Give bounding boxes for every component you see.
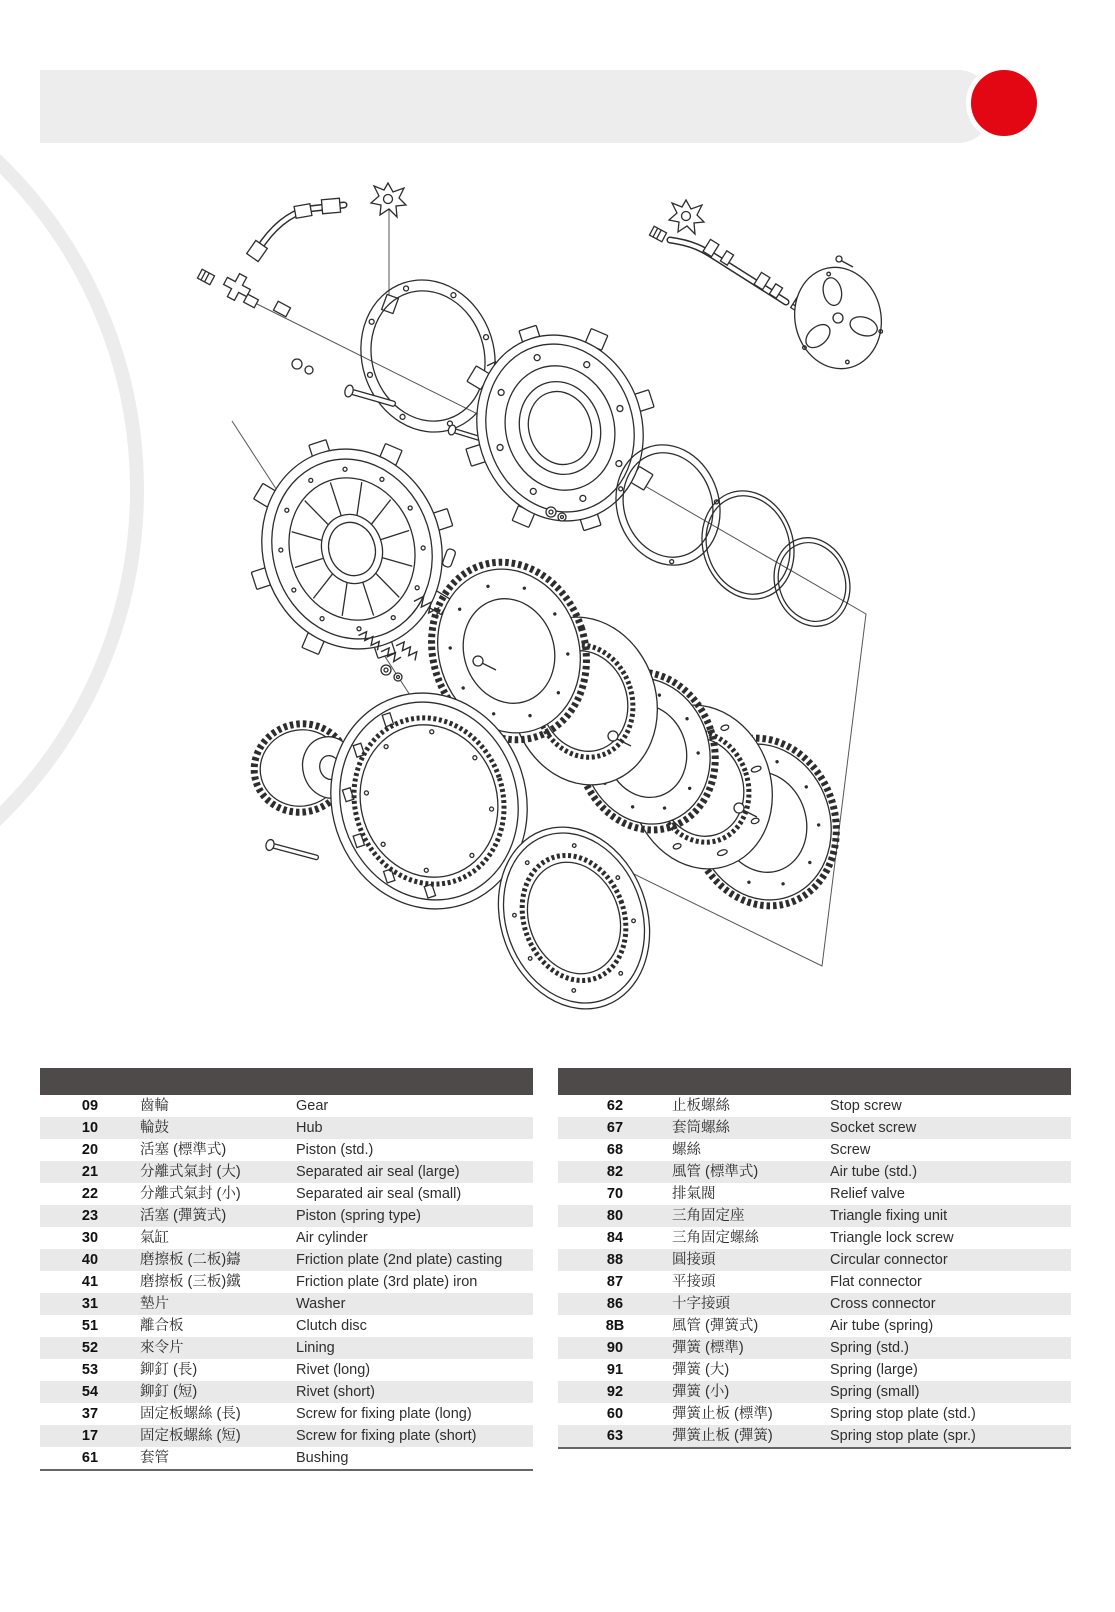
- col-name: 螺絲: [672, 1142, 701, 1158]
- col-no: 21: [81, 1164, 99, 1180]
- col-desc: Lining: [296, 1340, 335, 1356]
- header-no: [40, 1068, 140, 1095]
- col-desc: Friction plate (2nd plate) casting: [296, 1252, 503, 1268]
- col-no: 51: [81, 1318, 99, 1334]
- fitting: [273, 301, 290, 316]
- col-desc: Piston (std.): [296, 1142, 374, 1158]
- diagram-line-art: [0, 155, 891, 1030]
- table-row: [40, 1315, 533, 1337]
- col-desc: Screw for fixing plate (long): [296, 1406, 472, 1422]
- air-seal-small: [763, 528, 861, 636]
- col-no: 8B: [605, 1318, 625, 1334]
- col-no: 82: [606, 1164, 624, 1180]
- table-row: [40, 1227, 533, 1249]
- col-desc: Spring stop plate (std.): [830, 1406, 976, 1422]
- bushing-61: [442, 548, 457, 568]
- col-no: 40: [81, 1252, 99, 1268]
- col-no: 09: [81, 1098, 99, 1114]
- table-row: [558, 1381, 1071, 1403]
- col-desc: Piston (spring type): [296, 1208, 421, 1224]
- col-no: 87: [606, 1274, 624, 1290]
- screw-68: [292, 359, 302, 369]
- col-desc: Separated air seal (large): [296, 1164, 460, 1180]
- table-row: [40, 1117, 533, 1139]
- parts-table-left: [40, 1068, 533, 1471]
- col-name: 氣缸: [140, 1230, 169, 1246]
- col-name: 活塞 (彈簧式): [140, 1208, 227, 1224]
- col-no: 54: [81, 1384, 99, 1400]
- col-name: 彈簧 (大): [672, 1362, 730, 1378]
- relief-valve: [669, 200, 704, 234]
- col-desc: Spring (std.): [830, 1340, 909, 1356]
- table-row: [558, 1403, 1071, 1425]
- col-name: 鉚釘 (長): [140, 1362, 198, 1378]
- col-no: 90: [606, 1340, 624, 1356]
- col-name: 固定板螺絲 (長): [140, 1406, 241, 1422]
- fitting-86: [197, 269, 214, 284]
- col-name: 輪鼓: [140, 1120, 169, 1136]
- col-name: 十字接頭: [672, 1296, 730, 1312]
- table-row: [558, 1095, 1071, 1117]
- col-desc: Rivet (long): [296, 1362, 371, 1378]
- col-desc: Cross connector: [830, 1296, 936, 1312]
- washer-31: [394, 673, 402, 681]
- col-no: 68: [606, 1142, 624, 1158]
- col-desc: Spring (small): [830, 1384, 920, 1400]
- col-desc: Gear: [296, 1098, 329, 1114]
- header-band: [40, 70, 992, 143]
- col-name: 三角固定螺絲: [672, 1230, 759, 1246]
- col-no: 70: [606, 1186, 624, 1202]
- col-desc: Screw: [830, 1142, 871, 1158]
- col-name: 彈簧 (標準): [672, 1340, 744, 1356]
- col-no: 30: [81, 1230, 99, 1246]
- col-desc: Circular connector: [830, 1252, 948, 1268]
- table-row: [558, 1227, 1071, 1249]
- rivet-long: [608, 731, 618, 741]
- table-row: [40, 1293, 533, 1315]
- col-name: 分離式氣封 (小): [140, 1186, 241, 1202]
- col-name: 風管 (標準式): [672, 1164, 759, 1180]
- screw-68: [305, 366, 313, 374]
- col-name: 排氣閥: [672, 1186, 716, 1202]
- col-desc: Triangle lock screw: [830, 1230, 954, 1246]
- col-desc: Air tube (spring): [830, 1318, 934, 1334]
- col-desc: Socket screw: [830, 1120, 917, 1136]
- table-row: [558, 1359, 1071, 1381]
- table-row: [558, 1249, 1071, 1271]
- table-row: [40, 1183, 533, 1205]
- exploded-diagram: [0, 155, 1115, 1055]
- col-name: 磨擦板 (二板)鑄: [140, 1252, 241, 1268]
- table-row: [558, 1271, 1071, 1293]
- col-desc: Bushing: [296, 1450, 349, 1466]
- header-no: [558, 1068, 672, 1095]
- col-no: 60: [606, 1406, 624, 1422]
- col-desc: Stop screw: [830, 1098, 902, 1114]
- washer-31: [381, 665, 391, 675]
- table-rows: [558, 1095, 1071, 1449]
- col-no: 67: [606, 1120, 624, 1136]
- page-number-badge: [966, 65, 1042, 141]
- col-name: 磨擦板 (三板)鐵: [140, 1274, 241, 1290]
- col-no: 10: [81, 1120, 99, 1136]
- col-name: 齒輪: [140, 1098, 169, 1114]
- col-no: 23: [81, 1208, 99, 1224]
- col-desc: Clutch disc: [296, 1318, 367, 1334]
- col-no: 52: [81, 1340, 99, 1356]
- col-no: 31: [81, 1296, 99, 1312]
- col-no: 41: [81, 1274, 99, 1290]
- col-name: 風管 (彈簧式): [672, 1318, 759, 1334]
- col-desc: Spring (large): [830, 1362, 918, 1378]
- air-tube-std-inner: [670, 240, 786, 302]
- table-row: [558, 1183, 1071, 1205]
- col-name: 活塞 (標準式): [140, 1142, 227, 1158]
- watermark-arc: [0, 155, 137, 947]
- header-description: [296, 1068, 533, 1095]
- col-desc: Air cylinder: [296, 1230, 368, 1246]
- col-no: 17: [81, 1428, 99, 1444]
- table-row: [558, 1117, 1071, 1139]
- col-desc: Flat connector: [830, 1274, 922, 1290]
- table-row: [40, 1447, 533, 1469]
- col-name: 鉚釘 (短): [140, 1384, 198, 1400]
- table-row: [558, 1315, 1071, 1337]
- col-desc: Air tube (std.): [830, 1164, 918, 1180]
- washer-31: [546, 507, 556, 517]
- col-desc: Screw for fixing plate (short): [296, 1428, 477, 1444]
- col-no: 86: [606, 1296, 624, 1312]
- header-description: [830, 1068, 1071, 1095]
- col-name: 止板螺絲: [672, 1098, 730, 1114]
- col-desc: Relief valve: [830, 1186, 905, 1202]
- col-no: 20: [81, 1142, 99, 1158]
- col-desc: Separated air seal (small): [296, 1186, 462, 1202]
- fixing-screw-17: [265, 839, 320, 864]
- col-no: 53: [81, 1362, 99, 1378]
- col-desc: Rivet (short): [296, 1384, 375, 1400]
- rivet-short: [473, 656, 483, 666]
- col-no: 37: [81, 1406, 99, 1422]
- table-row: [40, 1359, 533, 1381]
- table-row: [558, 1337, 1071, 1359]
- col-name: 套筒螺絲: [672, 1120, 730, 1136]
- table-rows: [40, 1095, 533, 1471]
- col-name: 彈簧止板 (標準): [672, 1406, 773, 1422]
- table-row: [40, 1249, 533, 1271]
- table-header: [40, 1068, 533, 1095]
- col-name: 分離式氣封 (大): [140, 1164, 241, 1180]
- table-row: [558, 1161, 1071, 1183]
- col-name: 來令片: [140, 1340, 184, 1356]
- fitting: [321, 198, 340, 214]
- header-name: [672, 1068, 830, 1095]
- col-desc: Hub: [296, 1120, 323, 1136]
- table-row: [40, 1425, 533, 1447]
- table-row: [40, 1381, 533, 1403]
- col-no: 62: [606, 1098, 624, 1114]
- table-row: [40, 1161, 533, 1183]
- table-header: [558, 1068, 1071, 1095]
- parts-table-right: [558, 1068, 1071, 1449]
- table-row: [40, 1139, 533, 1161]
- col-no: 61: [81, 1450, 99, 1466]
- col-no: 22: [81, 1186, 99, 1202]
- col-name: 套管: [140, 1450, 169, 1466]
- table-row: [558, 1425, 1071, 1447]
- table-row: [40, 1337, 533, 1359]
- col-desc: Triangle fixing unit: [830, 1208, 948, 1224]
- table-row: [558, 1139, 1071, 1161]
- col-name: 墊片: [140, 1296, 169, 1312]
- col-name: 圓接頭: [672, 1252, 716, 1268]
- air-seal-large: [688, 479, 808, 611]
- col-name: 離合板: [140, 1318, 184, 1334]
- table-row: [40, 1271, 533, 1293]
- col-desc: Spring stop plate (spr.): [830, 1428, 976, 1444]
- col-no: 63: [606, 1428, 624, 1444]
- col-desc: Friction plate (3rd plate) iron: [296, 1274, 478, 1290]
- flat-connector: [649, 226, 666, 241]
- col-name: 彈簧 (小): [672, 1384, 730, 1400]
- col-no: 92: [606, 1384, 624, 1400]
- col-no: 84: [606, 1230, 624, 1246]
- col-name: 平接頭: [672, 1274, 716, 1290]
- table-row: [40, 1205, 533, 1227]
- table-row: [558, 1293, 1071, 1315]
- table-row: [40, 1403, 533, 1425]
- col-name: 彈簧止板 (彈簧): [672, 1428, 773, 1444]
- triangle-fixing-unit: [785, 259, 890, 377]
- header-name: [140, 1068, 296, 1095]
- col-no: 88: [606, 1252, 624, 1268]
- table-row: [558, 1205, 1071, 1227]
- washer-31: [558, 513, 566, 521]
- col-no: 80: [606, 1208, 624, 1224]
- col-no: 91: [606, 1362, 624, 1378]
- col-name: 三角固定座: [672, 1208, 745, 1224]
- table-row: [40, 1095, 533, 1117]
- col-desc: Washer: [296, 1296, 346, 1312]
- col-name: 固定板螺絲 (短): [140, 1428, 241, 1444]
- lock-screw-84: [836, 256, 842, 262]
- rivet-short: [734, 803, 744, 813]
- fitting: [294, 204, 312, 219]
